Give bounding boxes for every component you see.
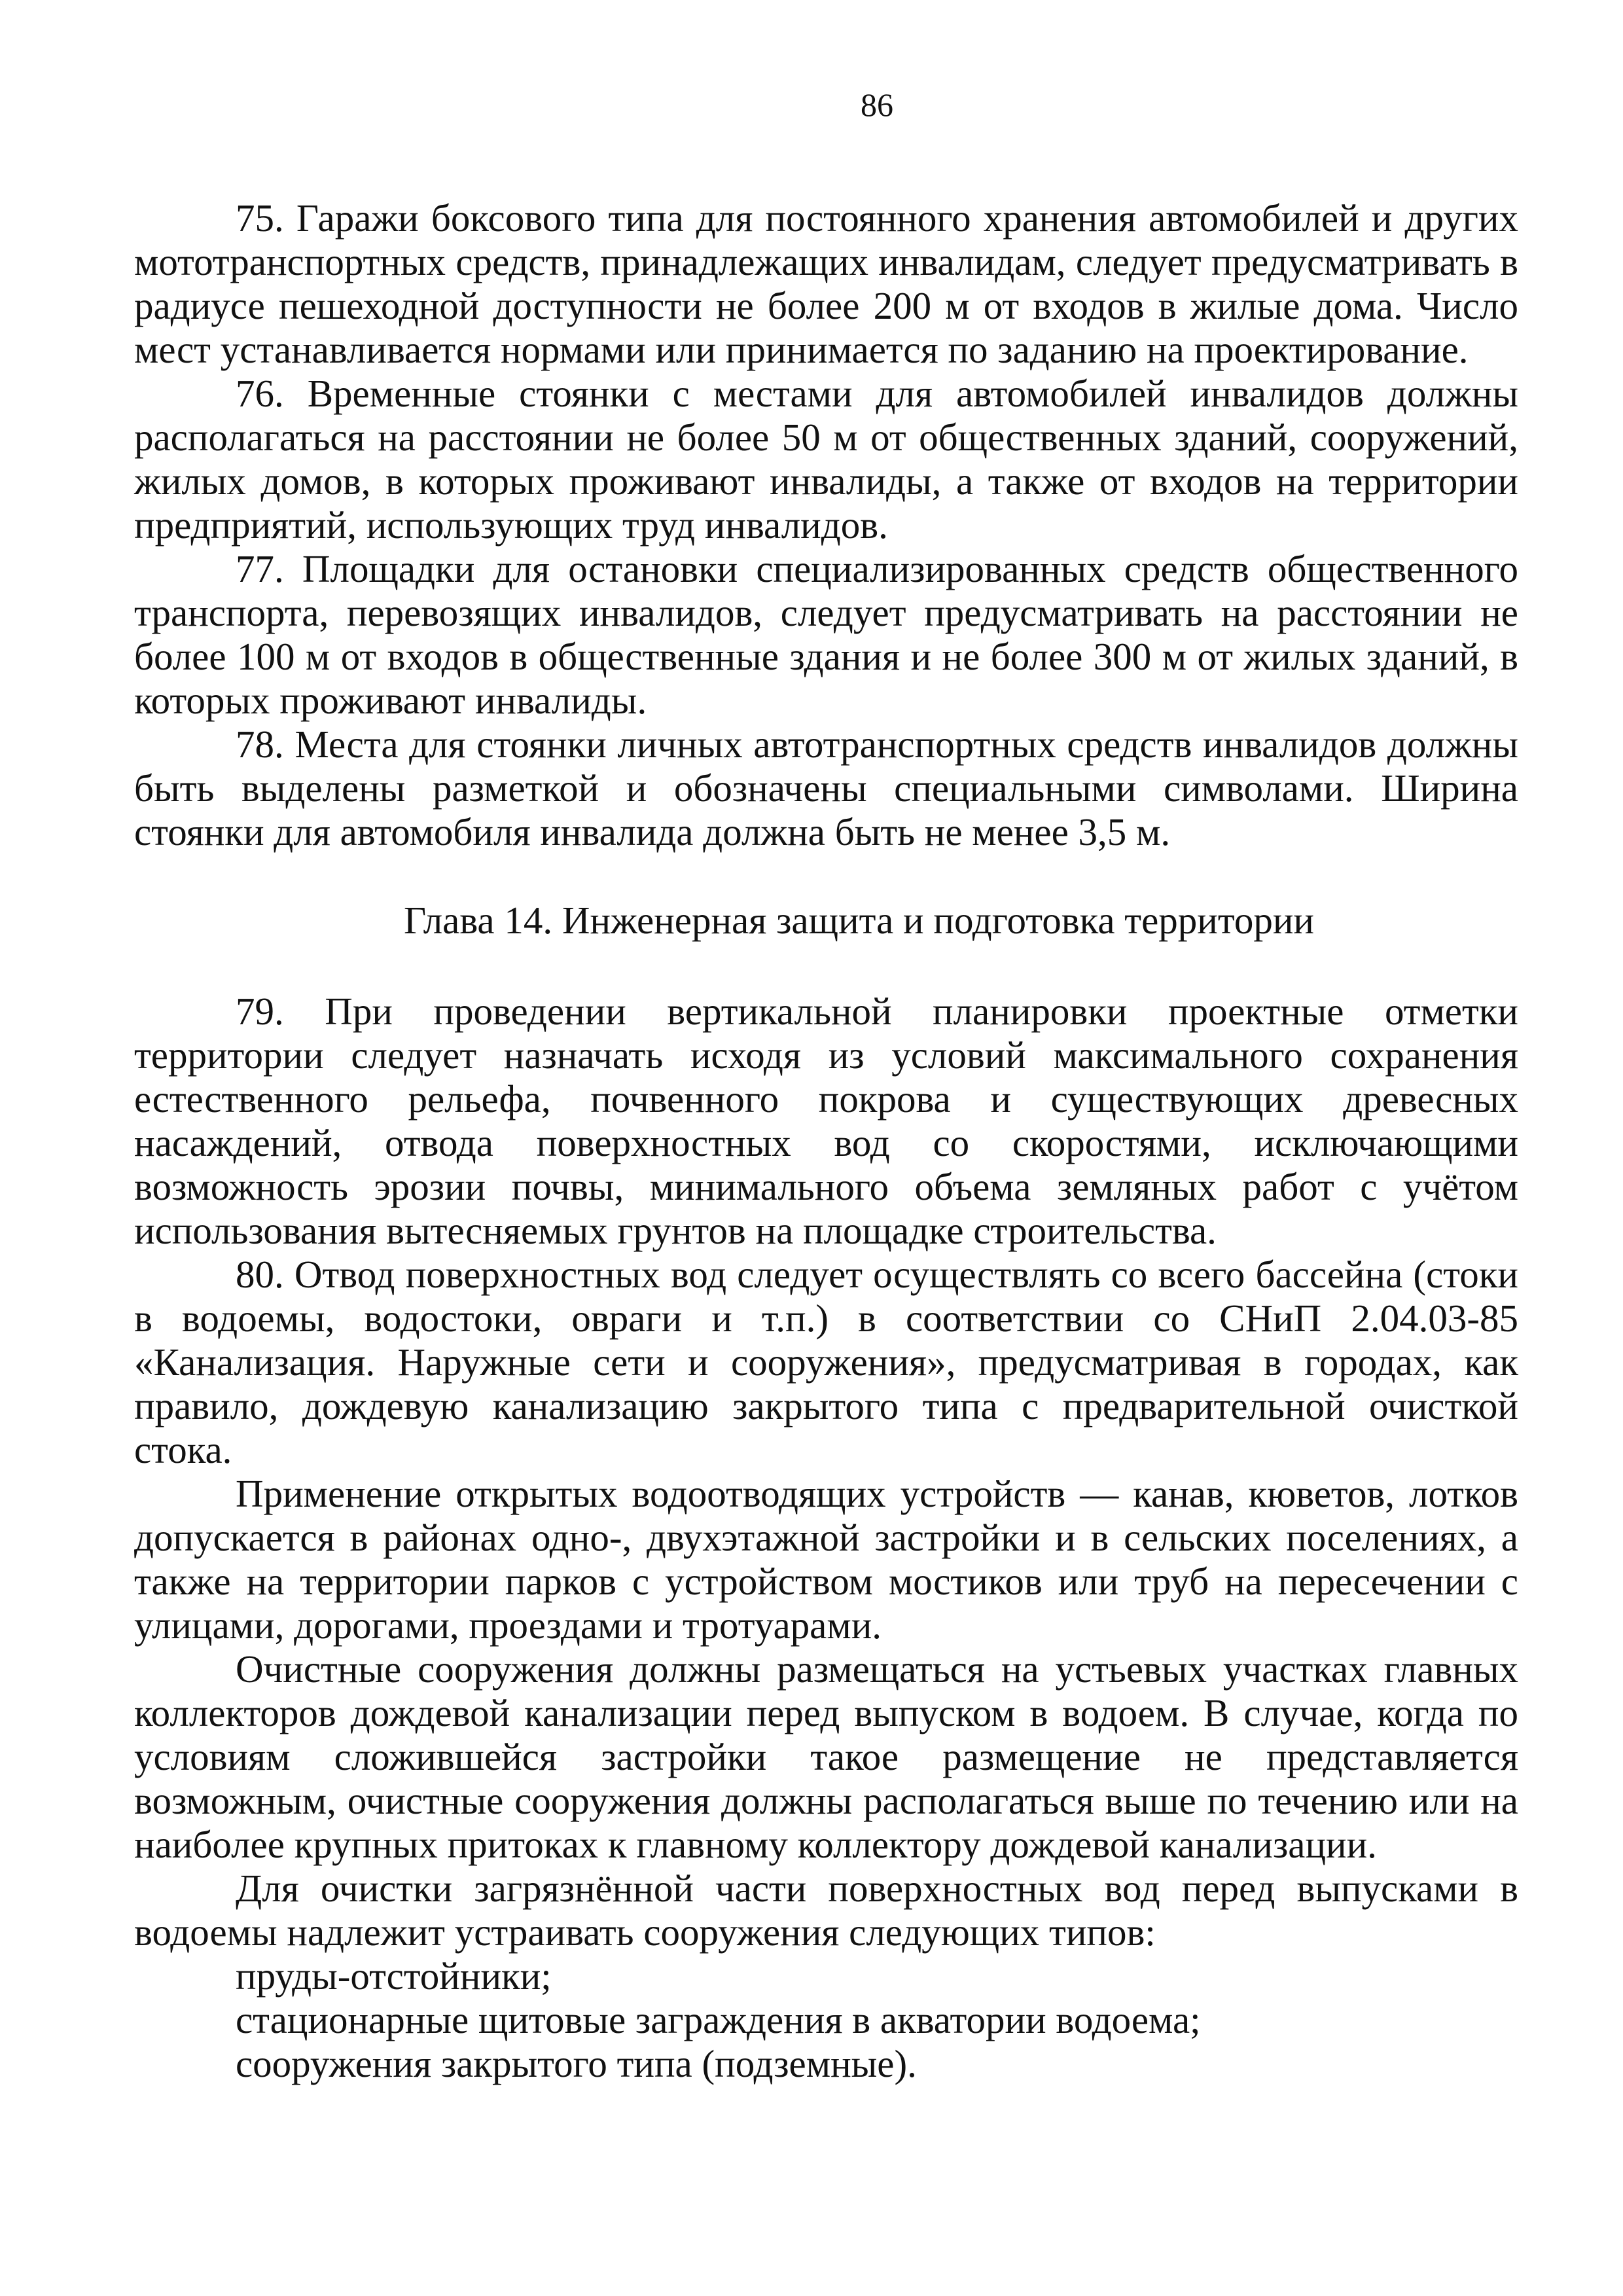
list-item: сооружения закрытого типа (подземные). [236, 2042, 917, 2085]
paragraph-treatment-facilities: Очистные сооружения должны размещаться на устьевых участках главных коллекторов дождевой канализации перед выпуском в водоем. В случае, когда по условиям сложившейся застройки такое размещение не представляется возможным, очистные сооружения должны располагаться выше по течению или на наиболее крупных притоках к главному коллектору дождевой канализации. [134, 1647, 1518, 1866]
paragraph-76: 76. Временные стоянки с местами для автомобилей инвалидов должны располагаться на расстоянии не более 50 м от общественных зданий, сооружений, жилых домов, в которых проживают инвалиды, а также от входов на территории предприятий, использующих труд инвалидов. [134, 372, 1518, 547]
paragraph-78: 78. Места для стоянки личных автотранспортных средств инвалидов должны быть выделены разметкой и обозначены специальными символами. Ширина стоянки для автомобиля инвалида должна быть не менее 3,5 м. [134, 723, 1518, 853]
paragraph-77: 77. Площадки для остановки специализированных средств общественного транспорта, перевозящих инвалидов, следует предусматривать на расстоянии не более 100 м от входов в общественные здания и не более 300 м от жилых зданий, в которых проживают инвалиды. [134, 547, 1518, 722]
chapter-heading: Глава 14. Инженерная защита и подготовка территории [404, 899, 1314, 942]
paragraph-75: 75. Гаражи боксового типа для постоянного хранения автомобилей и других мототранспортных средств, принадлежащих инвалидам, следует предусматривать в радиусе пешеходной доступности не более 200 м от входов в жилые дома. Число мест устанавливается нормами или принимается по заданию на проектирование. [134, 196, 1518, 371]
page-number: 86 [861, 86, 893, 123]
paragraph-treatment-types: Для очистки загрязнённой части поверхностных вод перед выпусками в водоемы надлежит устраивать сооружения следующих типов: [134, 1867, 1518, 1954]
paragraph-79: 79. При проведении вертикальной планировки проектные отметки территории следует назначать исходя из условий максимального сохранения естественного рельефа, почвенного покрова и существующих древесных насаждений, отвода поверхностных вод со скоростями, исключающими возможность эрозии почвы, минимального объема земляных работ с учётом использования вытесняемых грунтов на площадке строительства. [134, 990, 1518, 1252]
list-item: пруды-отстойники; [236, 1954, 552, 1998]
document-body [134, 196, 1518, 2086]
list-item: стационарные щитовые заграждения в акватории водоема; [236, 1998, 1201, 2041]
paragraph-80: 80. Отвод поверхностных вод следует осуществлять со всего бассейна (стоки в водоемы, водостоки, овраги и т.п.) в соответствии со СНиП 2.04.03-85 «Канализация. Наружные сети и сооружения», предусматривая в городах, как правило, дождевую канализацию закрытого типа с предварительной очисткой стока. [134, 1253, 1518, 1471]
paragraph-open-drainage: Применение открытых водоотводящих устройств — канав, кюветов, лотков допускается в районах одно-, двухэтажной застройки и в сельских поселениях, а также на территории парков с устройством мостиков или труб на пересечении с улицами, дорогами, проездами и тротуарами. [134, 1472, 1518, 1647]
